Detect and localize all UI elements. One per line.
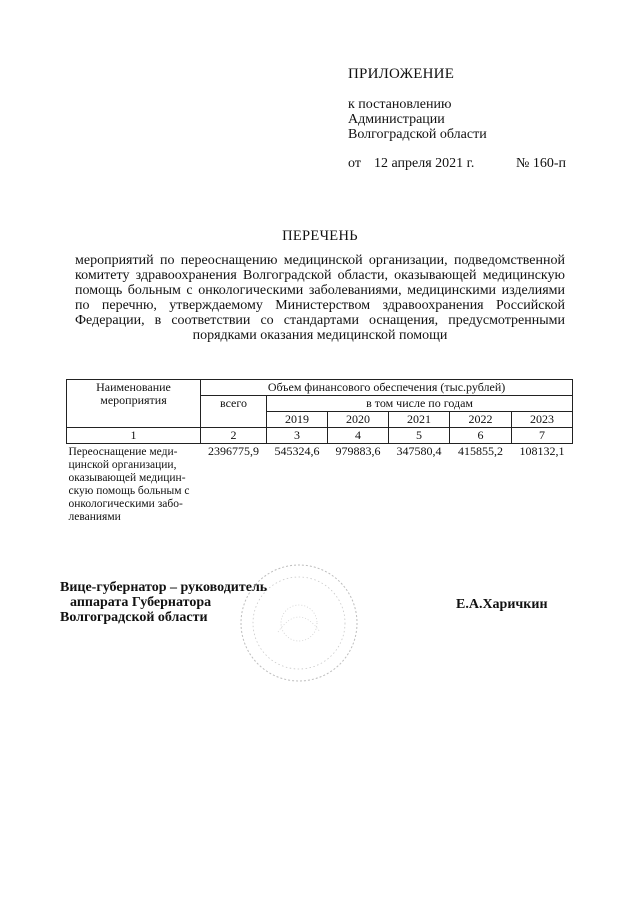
header-total: всего [201, 396, 267, 428]
column-number: 1 [67, 428, 201, 444]
row-total: 2396775,9 [201, 444, 267, 526]
column-number: 2 [201, 428, 267, 444]
document-heading: ПЕРЕЧЕНЬ [282, 228, 358, 244]
date-prefix: от [348, 156, 361, 171]
signer-line: аппарата Губернатора [70, 595, 212, 610]
annex-line: Администрации [348, 112, 445, 127]
column-number: 3 [267, 428, 328, 444]
header-name: Наименование мероприятия [67, 380, 201, 428]
table-column-numbers-row [67, 428, 573, 444]
column-number: 6 [450, 428, 512, 444]
signer-line: Волгоградской области [60, 610, 208, 625]
header-year: 2020 [328, 412, 389, 428]
signer-position [60, 580, 267, 625]
row-value: 108132,1 [512, 444, 573, 526]
annex-date: 12 апреля 2021 г. [374, 156, 475, 171]
document-subtitle: мероприятий по переоснащению медицинской организации, подведомственной комитету здравоохранения Волгоградской области, оказывающей медицинскую помощь больным с онкологическими заболеваниями, медицинскими изделиями по перечню, утверждаемому Министерством здравоохранения Российской Федерации, в соответствии со стандартами оснащения, предусмотренными порядками оказания медицинской помощи [75, 253, 565, 343]
header-year: 2021 [389, 412, 450, 428]
annex-date-row [348, 156, 608, 174]
row-value: 545324,6 [267, 444, 328, 526]
header-year: 2022 [450, 412, 512, 428]
signer-name: Е.А.Харичкин [456, 597, 548, 612]
column-number: 5 [389, 428, 450, 444]
header-year: 2019 [267, 412, 328, 428]
table-header-row [67, 380, 573, 396]
annex-block [348, 66, 608, 174]
annex-title: ПРИЛОЖЕНИЕ [348, 66, 455, 82]
annex-line: Волгоградской области [348, 127, 487, 142]
signer-line: Вице-губернатор – руководитель [60, 580, 268, 595]
column-number: 4 [328, 428, 389, 444]
column-number: 7 [512, 428, 573, 444]
annex-line: к постановлению [348, 97, 452, 112]
row-name: Переоснащение меди-цинской организации, оказывающей медицин-скую помощь больным с онкологическими забо-леваниями [67, 444, 201, 526]
header-by-years: в том числе по годам [267, 396, 573, 412]
row-value: 415855,2 [450, 444, 512, 526]
row-value: 347580,4 [389, 444, 450, 526]
funding-table [66, 379, 573, 525]
header-year: 2023 [512, 412, 573, 428]
table-row [67, 444, 573, 526]
header-funding: Объем финансового обеспечения (тыс.рублей) [201, 380, 573, 396]
row-value: 979883,6 [328, 444, 389, 526]
annex-number: № 160-п [516, 156, 567, 171]
